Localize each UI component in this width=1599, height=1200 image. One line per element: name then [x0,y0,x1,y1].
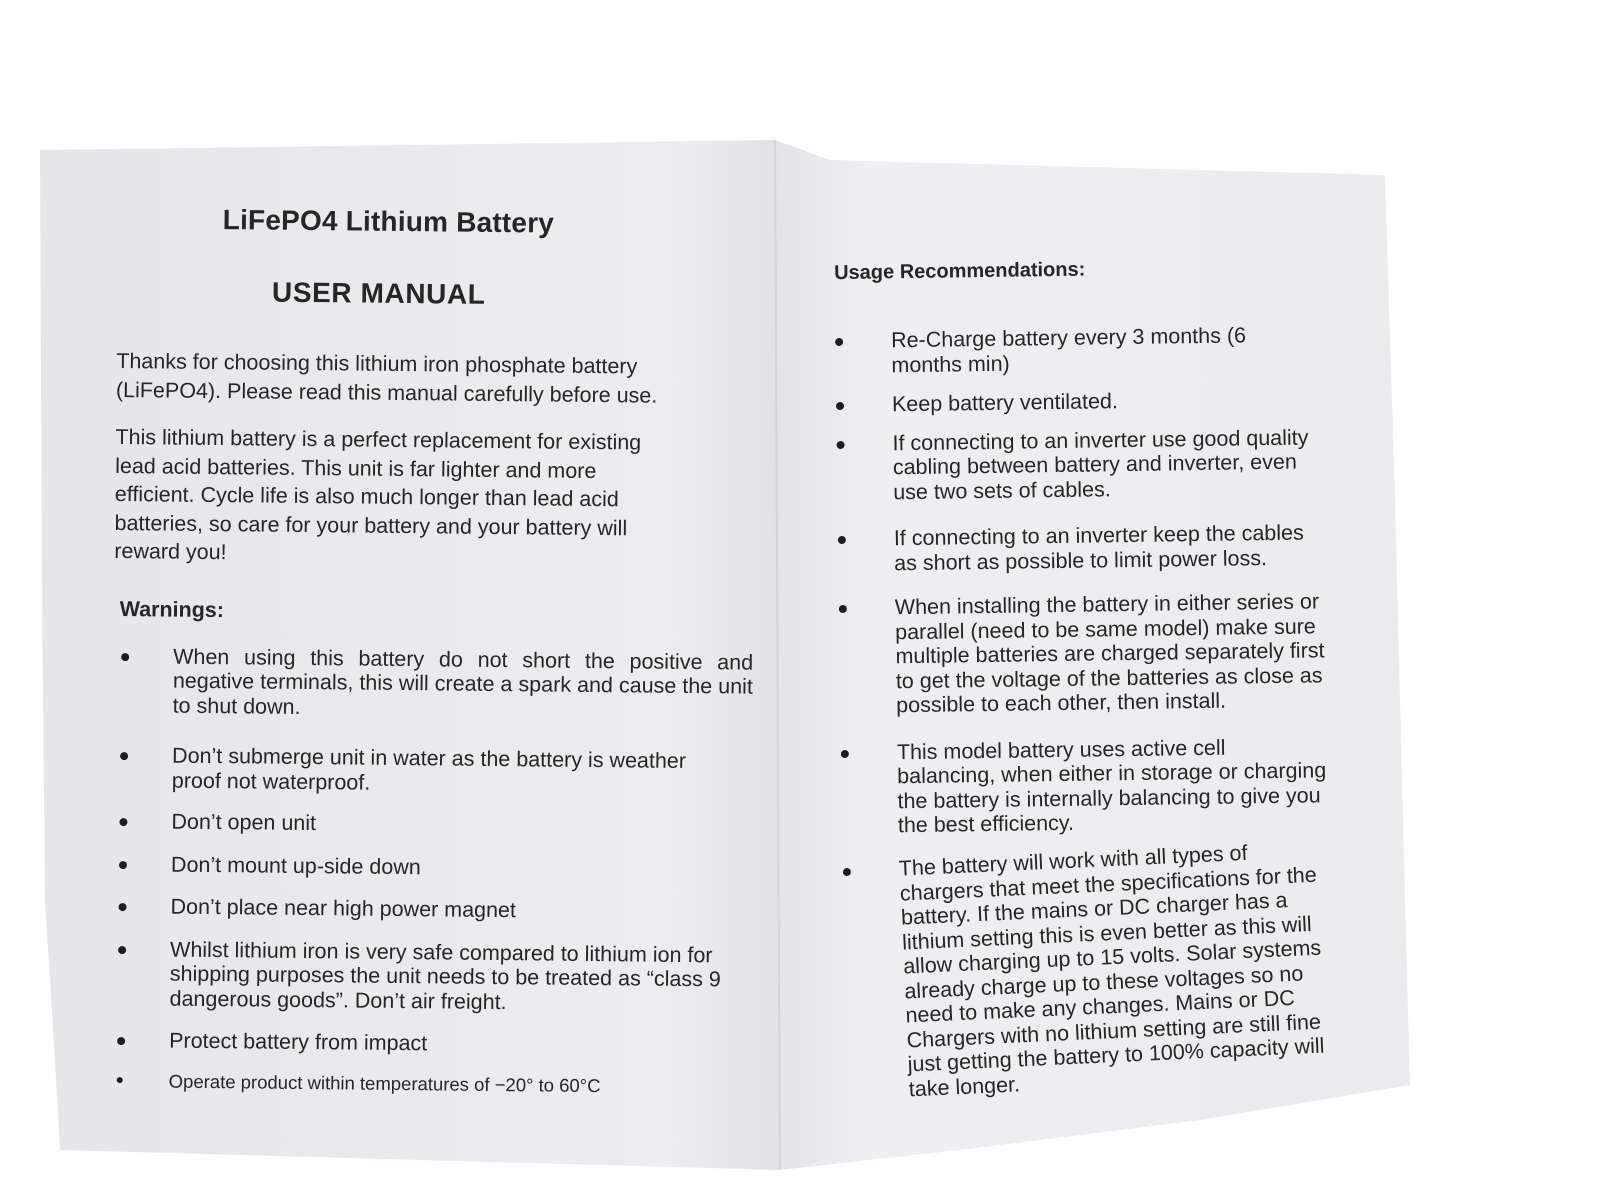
warnings-list [109,643,774,1099]
usage-item: When installing the battery in either series or parallel (need to be same model) make sure multiple batteries are charged separately first to get the voltage of the batteries as close as possible to each other, then install. [845,589,1327,718]
left-page [109,195,778,1100]
bullet-icon [119,861,127,869]
usage-heading: Usage Recommendations: [834,258,1086,285]
warning-item: Operate product within temperatures of −20° to 60°C [109,1068,769,1099]
bullet-icon [838,536,846,544]
usage-item: The battery will work with all types of chargers that meet the specifications for the battery. If the mains or DC charger has a lithium setting this is even better as this will allow charging up to 15 volts. Solar systems already charge up to these voltages so no need to make any changes. Mains or DC Chargers with no lithium setting are still fine just getting the battery to 100% capacity will take longer. [848,837,1339,1104]
warning-item: Protect battery from impact [109,1028,769,1059]
document-subtitle: USER MANUAL [271,276,486,310]
bullet-icon [118,946,126,954]
bullet-icon [836,402,844,410]
bullet-icon [119,903,127,911]
bullet-icon [841,749,849,757]
warning-item: Don’t open unit [111,809,771,840]
bullet-icon [117,1077,123,1083]
bullet-icon [836,440,844,448]
bullet-icon [843,867,851,875]
document-title: LiFePO4 Lithium Battery [222,204,555,239]
bullet-icon [117,1037,125,1045]
bullet-icon [835,338,843,346]
bullet-icon [119,818,127,826]
usage-item: Keep battery ventilated. [842,386,1322,417]
warnings-heading: Warnings: [119,596,225,622]
bullet-icon [121,653,129,661]
right-page [834,255,1332,1103]
warning-item: Whilst lithium iron is very safe compared to lithium ion for shipping purposes the unit needs to be treated as “class 9 dangerous goods”. Don’t air freight. [109,936,770,1016]
warning-item: When using this battery do not short the positive and negative terminals, this will create a spark and cause the unit to shut down. [113,643,754,723]
warning-item: Don’t place near high power magnet [110,894,770,925]
warning-item: Don’t submerge unit in water as the battery is weather proof not waterproof. [112,743,732,798]
usage-list [841,322,1332,1103]
intro-paragraph-1: Thanks for choosing this lithium iron phosphate battery (LiFePO4). Please read this manual carefully before use. [115,348,658,408]
intro-paragraph-2: This lithium battery is a perfect replacement for existing lead acid batteries. This unit is far lighter and more efficient. Cycle life is also much longer than lead acid batteries, so care for your battery and your battery will reward you! [114,424,642,565]
usage-item: This model battery uses active cell balancing, when either in storage or charging the battery is internally balancing to give you the best efficiency. [847,734,1328,839]
usage-item: If connecting to an inverter use good quality cabling between battery and inverter, even use two sets of cables. [842,425,1323,505]
bullet-icon [839,605,847,613]
warning-item: Don’t mount up-side down [111,851,771,882]
usage-item: If connecting to an inverter keep the cables as short as possible to limit power loss. [844,520,1325,576]
bullet-icon [120,752,128,760]
usage-item: Re-Charge battery every 3 months (6 months min) [841,322,1322,378]
